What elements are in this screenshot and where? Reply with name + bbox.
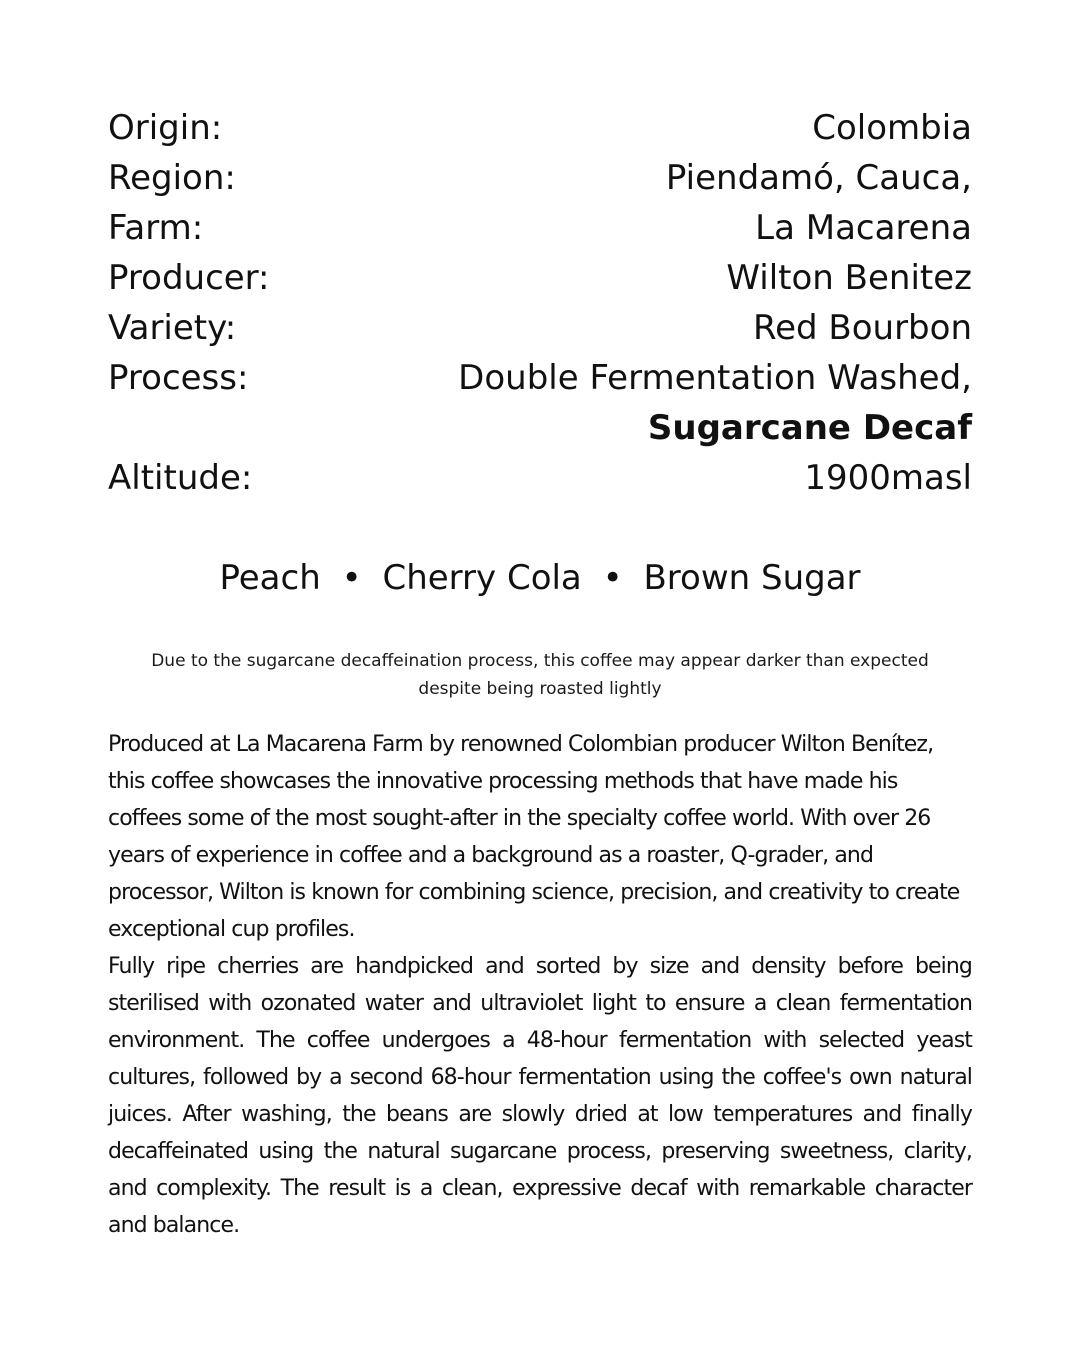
spec-value-altitude: 1900masl: [804, 458, 972, 498]
spec-value-producer: Wilton Benitez: [726, 258, 972, 298]
spec-value-farm: La Macarena: [755, 208, 972, 248]
spec-row-variety: [108, 303, 972, 353]
separator-dot: •: [341, 558, 362, 598]
spec-value-variety: Red Bourbon: [753, 308, 972, 348]
tasting-note: Brown Sugar: [643, 558, 861, 598]
spec-row-process-decaf: [108, 403, 972, 453]
spec-value-process: Double Fermentation Washed,: [458, 358, 972, 398]
spec-label-origin: Origin:: [108, 108, 223, 148]
tasting-note: Peach: [219, 558, 321, 598]
coffee-description: [108, 726, 972, 1244]
spec-value-origin: Colombia: [812, 108, 972, 148]
spec-label-farm: Farm:: [108, 208, 204, 248]
spec-value-region: Piendamó, Cauca,: [665, 158, 972, 198]
separator-dot: •: [602, 558, 623, 598]
spec-row-producer: [108, 253, 972, 303]
spec-row-origin: [108, 103, 972, 153]
spec-label-variety: Variety:: [108, 308, 237, 348]
description-paragraph: Produced at La Macarena Farm by renowned Colombian producer Wilton Benítez, this coffee showcases the innovative processing methods that have made his coffees some of the most sought-after in the specialty coffee world. With over 26 years of experience in coffee and a background as a roaster, Q-grader, and processor, Wilton is known for combining science, precision, and creativity to create exceptional cup profiles.: [108, 732, 960, 942]
spec-label-process: Process:: [108, 358, 249, 398]
spec-value-decaf: Sugarcane Decaf: [647, 408, 972, 448]
spec-label-region: Region:: [108, 158, 236, 198]
spec-row-process: [108, 353, 972, 403]
coffee-specs: [108, 103, 972, 503]
roast-disclaimer: Due to the sugarcane decaffeination process, this coffee may appear darker than expected despite being roasted lightly: [151, 651, 929, 699]
spec-row-region: [108, 153, 972, 203]
tasting-notes: [0, 554, 1080, 602]
description-paragraph: Fully ripe cherries are handpicked and sorted by size and density before being sterilised with ozonated water and ultraviolet light to ensure a clean fermentation environment. The coffee undergoes a 48-hour fermentation with selected yeast cultures, followed by a second 68-hour fermentation using the coffee's own natural juices. After washing, the beans are slowly dried at low temperatures and finally decaffeinated using the natural sugarcane process, preserving sweetness, clarity, and complexity. The result is a clean, expressive decaf with remarkable character and balance.: [108, 954, 972, 1238]
spec-label-producer: Producer:: [108, 258, 270, 298]
spec-label-altitude: Altitude:: [108, 458, 253, 498]
spec-row-farm: [108, 203, 972, 253]
spec-row-altitude: [108, 453, 972, 503]
tasting-note: Cherry Cola: [382, 558, 582, 598]
